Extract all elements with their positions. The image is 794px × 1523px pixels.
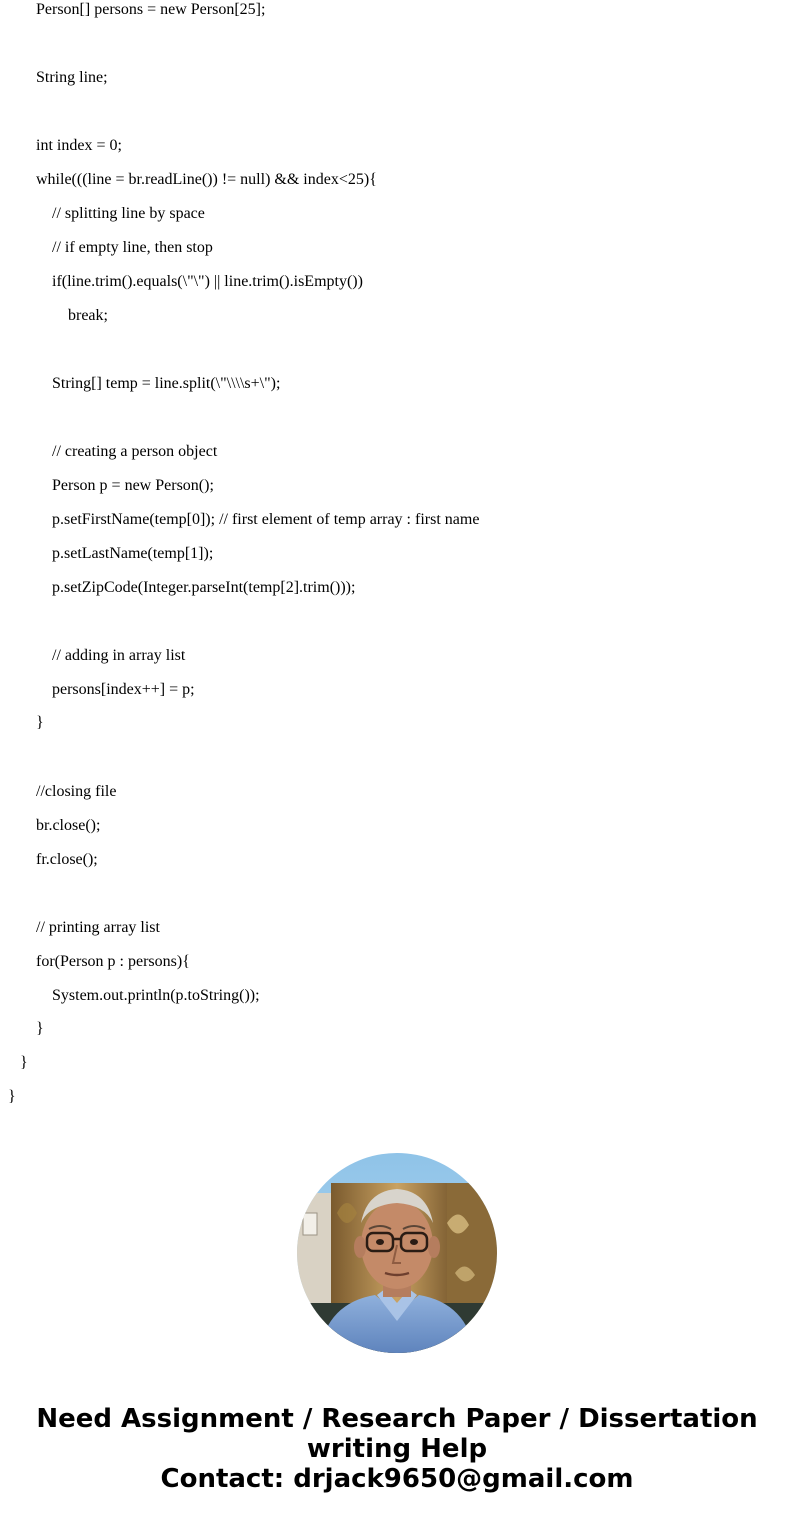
code-line: // adding in array list (52, 647, 186, 664)
contact-line: Contact: drjack9650@gmail.com (160, 1464, 634, 1494)
code-line: br.close(); (36, 817, 101, 834)
code-line: // splitting line by space (52, 205, 205, 222)
code-line: System.out.println(p.toString()); (52, 987, 260, 1004)
code-line: if(line.trim().equals(\"\") || line.trim().isEmpty()) (52, 273, 363, 290)
code-line: fr.close(); (36, 851, 98, 868)
code-line: } (36, 714, 44, 731)
avatar (297, 1153, 497, 1353)
code-line: p.setFirstName(temp[0]); // first element of temp array : first name (52, 511, 480, 528)
code-line: Person p = new Person(); (52, 477, 214, 494)
code-line: p.setLastName(temp[1]); (52, 545, 214, 562)
code-line: break; (68, 307, 108, 324)
promo-line: Need Assignment / Research Paper / Dissertation (36, 1404, 758, 1434)
code-line: } (20, 1054, 28, 1071)
code-line: persons[index++] = p; (52, 681, 195, 698)
code-line: while(((line = br.readLine()) != null) && index<25){ (36, 171, 377, 188)
code-line: for(Person p : persons){ (36, 953, 190, 970)
code-line: String line; (36, 69, 108, 86)
code-line: int index = 0; (36, 137, 122, 154)
code-line: } (36, 1020, 44, 1037)
code-line: String[] temp = line.split(\"\\\\s+\"); (52, 375, 281, 392)
code-line: p.setZipCode(Integer.parseInt(temp[2].trim())); (52, 579, 356, 596)
code-line: // if empty line, then stop (52, 239, 213, 256)
code-line: //closing file (36, 783, 117, 800)
promo-line: writing Help (306, 1434, 488, 1464)
code-line: } (8, 1088, 16, 1105)
code-line: // printing array list (36, 919, 160, 936)
code-line: // creating a person object (52, 443, 218, 460)
code-line: Person[] persons = new Person[25]; (36, 1, 266, 18)
